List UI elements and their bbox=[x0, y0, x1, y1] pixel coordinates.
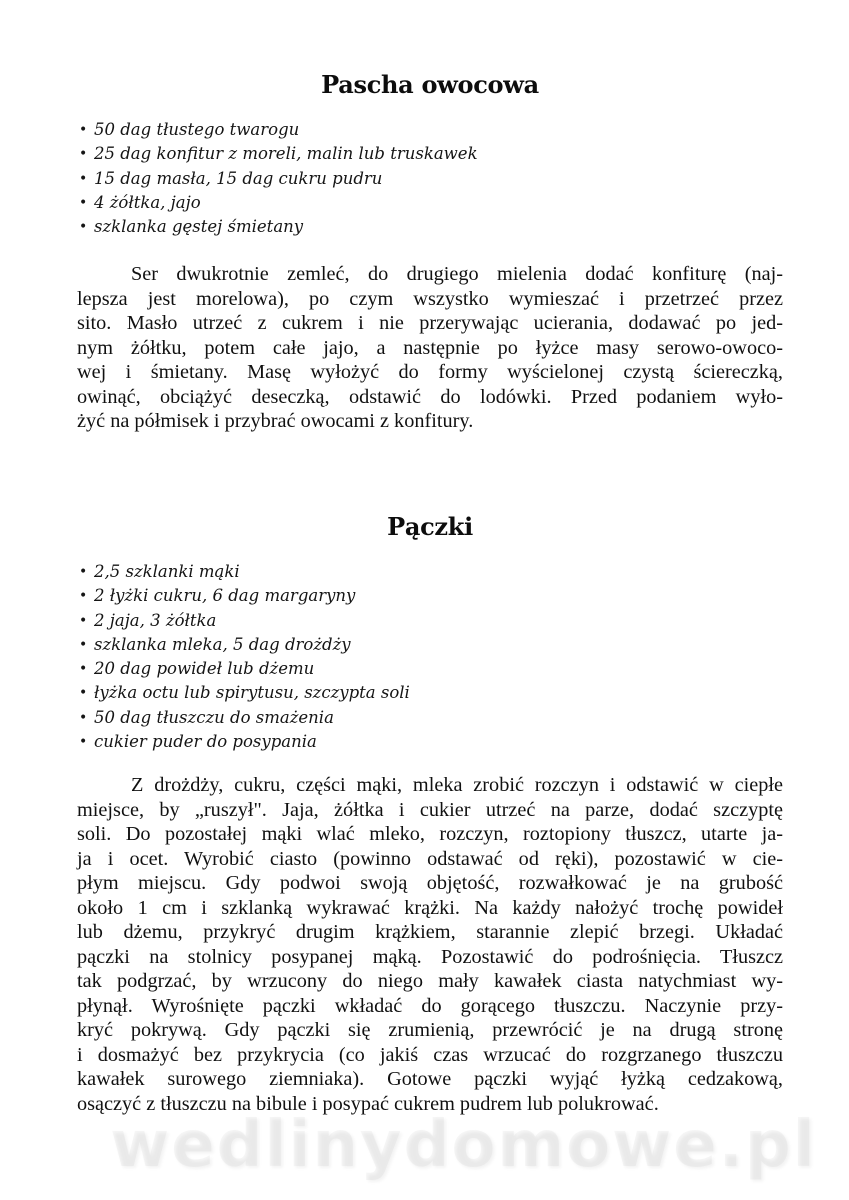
ingredient-item: • 2 łyżki cukru, 6 dag margaryny bbox=[77, 584, 410, 608]
ingredient-item: • 2,5 szklanki mąki bbox=[77, 560, 410, 584]
method-line: żyć na półmisek i przybrać owocami z konfitury. bbox=[77, 410, 474, 432]
bullet-icon: • bbox=[79, 685, 88, 702]
ingredient-item: • 15 dag masła, 15 dag cukru pudru bbox=[77, 167, 478, 191]
method-line: około 1 cm i szklanką wykrawać krążki. Na każdy nałożyć trochę powideł bbox=[77, 896, 783, 919]
watermark-text: wedlinydomowe.pl bbox=[110, 1108, 817, 1182]
bullet-icon: • bbox=[79, 588, 88, 605]
method-line: wej i śmietany. Masę wyłożyć do formy wyścielonej czystą ściereczką, bbox=[77, 361, 783, 383]
ingredient-item: • 20 dag powideł lub dżemu bbox=[77, 657, 410, 681]
method-line: tak podgrzać, by wrzucony do niego mały kawałek ciasta natychmiast wy- bbox=[77, 970, 783, 992]
bullet-icon: • bbox=[79, 564, 88, 580]
method-line: płynął. Wyrośnięte pączki wkładać do gorącego tłuszczu. Naczynie przy- bbox=[77, 994, 783, 1017]
bullet-icon: • bbox=[79, 219, 88, 236]
method-line: kryć pokrywą. Gdy pączki się zrumienią, przewrócić je na drugą stronę bbox=[77, 1019, 783, 1041]
ingredient-item: • szklanka gęstej śmietany bbox=[77, 215, 478, 239]
method-line: i dosmażyć bez przykrycia (co jakiś czas wrzucać do rozgrzanego tłuszczu bbox=[77, 1043, 783, 1066]
bullet-icon: • bbox=[79, 170, 88, 187]
method-paragraph bbox=[77, 773, 783, 1116]
bullet-icon: • bbox=[79, 734, 88, 751]
bullet-icon: • bbox=[79, 122, 88, 138]
method-line: pączki na stolnicy posypanej mąką. Pozostawić do podrośnięcia. Tłuszcz bbox=[77, 945, 783, 968]
bullet-icon: • bbox=[79, 636, 88, 653]
ingredient-item: • szklanka mleka, 5 dag drożdży bbox=[77, 633, 410, 657]
ingredient-item: • 25 dag konfitur z moreli, malin lub truskawek bbox=[77, 142, 478, 166]
method-line: Z drożdży, cukru, części mąki, mleka zrobić rozczyn i odstawić w ciepłe bbox=[131, 774, 783, 796]
ingredient-item: • 50 dag tłustego twarogu bbox=[77, 118, 478, 142]
method-line: ja i ocet. Wyrobić ciasto (powinno odstawać od ręki), pozostawić w cie- bbox=[77, 847, 783, 870]
ingredient-item: • cukier puder do posypania bbox=[77, 730, 410, 754]
method-line: Ser dwukrotnie zemleć, do drugiego mielenia dodać konfiturę (naj- bbox=[131, 263, 783, 285]
method-line: płym miejscu. Gdy podwoi swoją objętość, rozwałkować je na grubość bbox=[77, 872, 783, 894]
bullet-icon: • bbox=[79, 194, 88, 211]
recipe-paczki bbox=[77, 0, 817, 1200]
ingredient-item: • łyżka octu lub spirytusu, szczypta soli bbox=[77, 681, 410, 705]
recipe-title: Pączki bbox=[387, 512, 473, 541]
method-line: nym żółtku, potem całe jajo, a następnie po łyżce masy serowo-owoco- bbox=[77, 336, 783, 359]
bullet-icon: • bbox=[79, 146, 88, 163]
method-line: sito. Masło utrzeć z cukrem i nie przerywając ucierania, dodawać po jed- bbox=[77, 312, 783, 334]
method-line: lepsza jest morelowa), po czym wszystko wymieszać i przetrzeć przez bbox=[77, 287, 783, 310]
bullet-icon: • bbox=[79, 709, 88, 726]
ingredient-list bbox=[77, 560, 410, 754]
method-line: miejsce, by „ruszył". Jaja, żółtka i cukier utrzeć na parze, dodać szczyptę bbox=[77, 798, 783, 821]
bullet-icon: • bbox=[79, 612, 88, 629]
method-line: soli. Do pozostałej mąki wlać mleko, rozczyn, roztopiony tłuszcz, utarte ja- bbox=[77, 823, 783, 845]
bullet-icon: • bbox=[79, 661, 88, 678]
method-line: lub dżemu, przykryć drugim krążkiem, starannie zlepić brzegi. Układać bbox=[77, 921, 783, 943]
ingredient-item: • 4 żółtka, jajo bbox=[77, 191, 478, 215]
ingredient-item: • 2 jaja, 3 żółtka bbox=[77, 609, 410, 633]
ingredient-item: • 50 dag tłuszczu do smażenia bbox=[77, 706, 410, 730]
method-line: kawałek surowego ziemniaka). Gotowe pączki wyjąć łyżką cedzakową, bbox=[77, 1068, 783, 1090]
method-line: owinąć, obciążyć deseczką, odstawić do lodówki. Przed podaniem wyło- bbox=[77, 385, 783, 408]
recipe-title: Pascha owocowa bbox=[321, 70, 539, 99]
method-line: osączyć z tłuszczu na bibule i posypać cukrem pudrem lub polukrować. bbox=[77, 1092, 659, 1115]
